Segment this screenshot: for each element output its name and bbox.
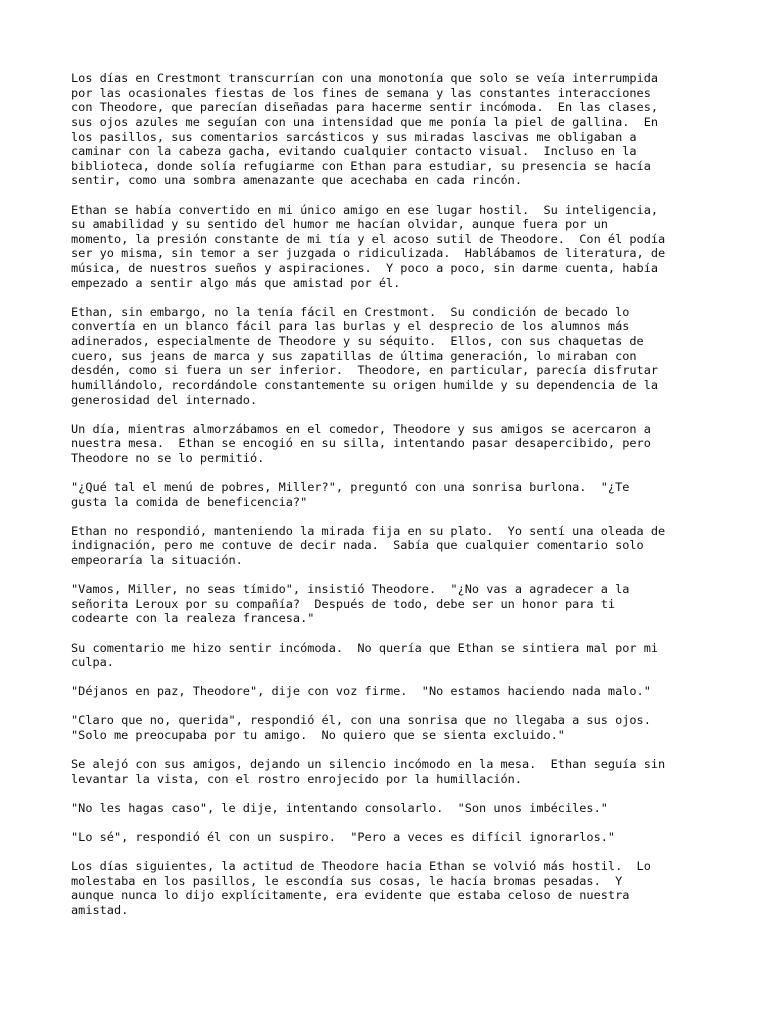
paragraph-7: "Vamos, Miller, no seas tímido", insistió Theodore. "¿No vas a agradecer a la señorita Leroux por su compañía? Después de todo, debe ser un honor para ti codearte con la realeza francesa." (71, 582, 630, 626)
paragraph-12: "No les hagas caso", le dije, intentando consolarlo. "Son unos imbéciles." (71, 800, 608, 815)
paragraph-5: "¿Qué tal el menú de pobres, Miller?", preguntó con una sonrisa burlona. "¿Te gusta la comida de beneficencia?" (71, 480, 630, 509)
paragraph-2: Ethan se había convertido en mi único amigo en ese lugar hostil. Su inteligencia, su amabilidad y su sentido del humor me hacían olvidar, aunque fuera por un momento, la presión constante de mi tía y el acoso sutil de Theodore. Con él podía ser yo misma, sin temor a ser juzgada o ridiculizada. Hablábamos de literatura, de música, de nuestros sueños y aspiraciones. Y poco a poco, sin darme cuenta, había empezado a sentir algo más que amistad por él. (71, 202, 666, 290)
paragraph-9: "Déjanos en paz, Theodore", dije con voz firme. "No estamos haciendo nada malo." (71, 684, 651, 699)
paragraph-10: "Claro que no, querida", respondió él, con una sonrisa que no llegaba a sus ojos. "Solo me preocupaba por tu amigo. No quiero que se sienta excluido." (71, 713, 651, 742)
paragraph-13: "Lo sé", respondió él con un suspiro. "Pero a veces es difícil ignorarlos." (71, 830, 616, 844)
paragraph-8: Su comentario me hizo sentir incómoda. No quería que Ethan se sintiera mal por mi culpa. (71, 640, 659, 670)
paragraph-4: Un día, mientras almorzábamos en el comedor, Theodore y sus amigos se acercaron a nuestra mesa. Ethan se encogió en su silla, intentando pasar desapercibido, pero Theodore no se lo permitió. (71, 421, 651, 465)
paragraph-14: Los días siguientes, la actitud de Theodore hacia Ethan se volvió más hostil. Lo molestaba en los pasillos, le escondía sus cosas, le hacía bromas pesadas. Y aunque nunca lo dijo explícitamente, era evidente que estaba celoso de nuestra amistad. (71, 859, 651, 917)
paragraph-1: Los días en Crestmont transcurrían con una monotonía que solo se veía interrumpida por las ocasionales fiestas de los fines de semana y las constantes interacciones con Theodore, que parecían diseñadas para hacerme sentir incómoda. En las clases, sus ojos azules me seguían con una intensidad que me ponía la piel de gallina. En los pasillos, sus comentarios sarcásticos y sus miradas lascivas me obligaban a caminar con la cabeza gacha, evitando cualquier contacto visual. Incluso en la biblioteca, donde solía refugiarme con Ethan para estudiar, su presencia se hacía sentir, como una sombra amenazante que acechaba en cada rincón. (71, 71, 659, 188)
paragraph-3: Ethan, sin embargo, no la tenía fácil en Crestmont. Su condición de becado lo convertía en un blanco fácil para las burlas y el desprecio de los alumnos más adinerados, especialmente de Theodore y su séquito. Ellos, con sus chaquetas de cuero, sus jeans de marca y sus zapatillas de última generación, lo miraban con desdén, como si fuera un ser inferior. Theodore, en particular, parecía disfrutar humillándolo, recordándole constantemente su origen humilde y su dependencia de la generosidad del internado. (71, 304, 659, 407)
paragraph-11: Se alejó con sus amigos, dejando un silencio incómodo en la mesa. Ethan seguía sin levantar la vista, con el rostro enrojecido por la humillación. (71, 757, 666, 786)
paragraph-6: Ethan no respondió, manteniendo la mirada fija en su plato. Yo sentí una oleada de indignación, pero me contuve de decir nada. Sabía que cualquier comentario solo empeoraría la situación. (71, 523, 666, 567)
